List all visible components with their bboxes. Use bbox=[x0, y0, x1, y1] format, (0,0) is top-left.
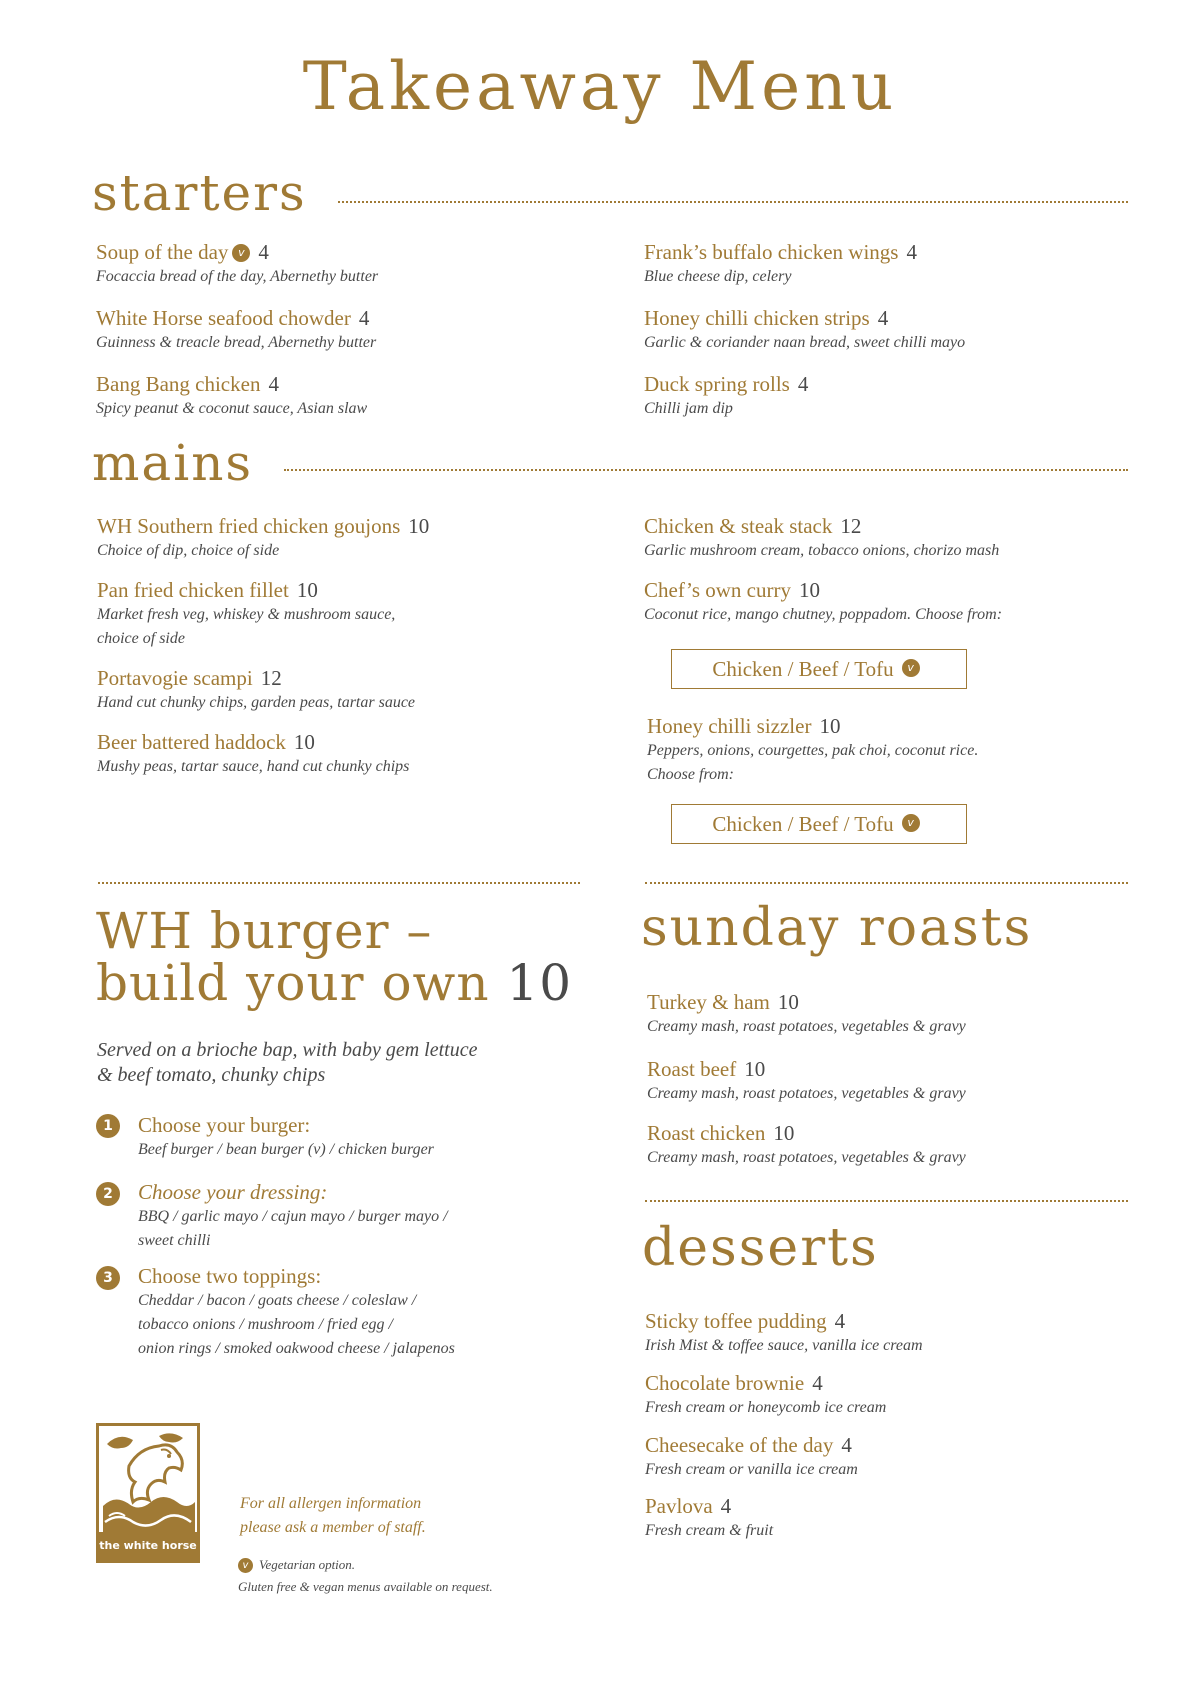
menu-item bbox=[647, 1120, 966, 1170]
step-line: Cheddar / bacon / goats cheese / coleslaw / bbox=[138, 1292, 417, 1309]
vegetarian-icon: v bbox=[902, 659, 920, 677]
item-name: Pan fried chicken fillet bbox=[97, 578, 289, 602]
menu-item bbox=[644, 577, 1002, 627]
burger-title-text: build your own bbox=[96, 954, 490, 1012]
item-name: Sticky toffee pudding bbox=[645, 1309, 827, 1333]
burger-divider bbox=[98, 882, 580, 884]
step-number: 1 bbox=[96, 1114, 120, 1138]
item-description: Creamy mash, roast potatoes, vegetables & gravy bbox=[647, 1085, 966, 1102]
item-name: Roast beef bbox=[647, 1057, 737, 1081]
step-title: Choose your burger: bbox=[138, 1113, 311, 1137]
choice-text: Chicken / Beef / Tofu bbox=[712, 811, 894, 836]
item-name: Honey chilli sizzler bbox=[647, 714, 812, 738]
roasts-divider bbox=[645, 882, 1128, 884]
menu-item bbox=[96, 371, 367, 421]
logo-label: the white horse bbox=[99, 1532, 197, 1560]
item-description: Choose from: bbox=[647, 766, 734, 783]
item-description: Choice of dip, choice of side bbox=[97, 542, 280, 559]
item-name: Cheesecake of the day bbox=[645, 1433, 834, 1457]
white-horse-logo bbox=[96, 1423, 200, 1563]
item-price: 4 bbox=[358, 306, 370, 330]
menu-item bbox=[647, 713, 978, 787]
horse-icon bbox=[99, 1426, 197, 1536]
item-description: Garlic mushroom cream, tobacco onions, chorizo mash bbox=[644, 542, 1000, 559]
item-description: Market fresh veg, whiskey & mushroom sauce, bbox=[97, 606, 396, 623]
item-price: 4 bbox=[258, 240, 269, 264]
step-number: 3 bbox=[96, 1266, 120, 1290]
item-price: 4 bbox=[841, 1433, 852, 1457]
item-price: 10 bbox=[296, 578, 318, 602]
item-price: 4 bbox=[797, 372, 809, 396]
step-line: BBQ / garlic mayo / cajun mayo / burger mayo / bbox=[138, 1208, 448, 1225]
item-description: Spicy peanut & coconut sauce, Asian slaw bbox=[96, 400, 368, 417]
item-name: Portavogie scampi bbox=[97, 666, 253, 690]
item-name: WH Southern fried chicken goujons bbox=[97, 514, 401, 538]
item-name: Honey chilli chicken strips bbox=[644, 306, 870, 330]
vegetarian-icon: v bbox=[902, 814, 920, 832]
item-description: Irish Mist & toffee sauce, vanilla ice cream bbox=[645, 1337, 923, 1354]
menu-item bbox=[96, 305, 376, 355]
mains-heading: mains bbox=[92, 434, 254, 492]
menu-item bbox=[647, 989, 966, 1039]
item-name: Roast chicken bbox=[647, 1121, 766, 1145]
item-price: 4 bbox=[906, 240, 917, 264]
menu-item bbox=[96, 239, 378, 289]
item-price: 10 bbox=[777, 990, 799, 1014]
burger-title-line2 bbox=[96, 954, 573, 1012]
burger-price: 10 bbox=[506, 954, 573, 1012]
item-description: Focaccia bread of the day, Abernethy butter bbox=[96, 268, 379, 285]
menu-item bbox=[645, 1432, 858, 1482]
burger-step bbox=[138, 1179, 448, 1253]
allergen-line2: please ask a member of staff. bbox=[240, 1519, 426, 1536]
item-price: 12 bbox=[260, 666, 282, 690]
item-name: Chef’s own curry bbox=[644, 578, 791, 602]
vegetarian-icon: v bbox=[238, 1558, 253, 1573]
item-name: White Horse seafood chowder bbox=[96, 306, 351, 330]
burger-intro-line2: & beef tomato, chunky chips bbox=[97, 1064, 326, 1086]
step-line: onion rings / smoked oakwood cheese / jalapenos bbox=[138, 1340, 455, 1357]
item-description: Creamy mash, roast potatoes, vegetables & gravy bbox=[647, 1149, 966, 1166]
item-price: 10 bbox=[798, 578, 820, 602]
item-description: choice of side bbox=[97, 630, 185, 647]
menu-item bbox=[644, 513, 999, 563]
menu-item bbox=[645, 1493, 773, 1543]
menu-item bbox=[97, 665, 415, 715]
mains-divider bbox=[284, 469, 1128, 471]
step-title: Choose your dressing: bbox=[138, 1180, 328, 1204]
menu-item bbox=[644, 371, 808, 421]
menu-item bbox=[647, 1056, 966, 1106]
menu-item bbox=[644, 305, 965, 355]
step-line: sweet chilli bbox=[138, 1232, 211, 1249]
item-price: 10 bbox=[744, 1057, 766, 1081]
menu-item bbox=[97, 729, 409, 779]
item-description: Fresh cream & fruit bbox=[645, 1522, 774, 1539]
item-price: 10 bbox=[293, 730, 315, 754]
menu-item bbox=[97, 513, 429, 563]
item-description: Peppers, onions, courgettes, pak choi, coconut rice. bbox=[647, 742, 979, 759]
item-name: Chicken & steak stack bbox=[644, 514, 833, 538]
burger-step bbox=[138, 1112, 434, 1162]
item-name: Frank’s buffalo chicken wings bbox=[644, 240, 899, 264]
item-name: Chocolate brownie bbox=[645, 1371, 805, 1395]
step-title: Choose two toppings: bbox=[138, 1264, 322, 1288]
gluten-free-footnote: Gluten free & vegan menus available on request. bbox=[238, 1579, 493, 1594]
item-description: Blue cheese dip, celery bbox=[644, 268, 792, 285]
item-name: Soup of the day bbox=[96, 240, 229, 264]
item-description: Guinness & treacle bread, Abernethy butter bbox=[96, 334, 377, 351]
item-price: 4 bbox=[812, 1371, 823, 1395]
item-price: 10 bbox=[819, 714, 841, 738]
item-description: Fresh cream or vanilla ice cream bbox=[645, 1461, 858, 1478]
item-price: 4 bbox=[834, 1309, 846, 1333]
choice-text: Chicken / Beef / Tofu bbox=[712, 656, 894, 681]
item-name: Pavlova bbox=[645, 1494, 713, 1518]
burger-intro-line1: Served on a brioche bap, with baby gem lettuce bbox=[97, 1039, 478, 1061]
sunday-roasts-heading: sunday roasts bbox=[641, 898, 1033, 958]
item-price: 10 bbox=[408, 514, 430, 538]
burger-step bbox=[138, 1263, 455, 1361]
item-description: Chilli jam dip bbox=[644, 400, 733, 417]
veg-footnote bbox=[238, 1555, 355, 1575]
item-description: Coconut rice, mango chutney, poppadom. Choose from: bbox=[644, 606, 1003, 623]
item-price: 10 bbox=[773, 1121, 795, 1145]
starters-divider bbox=[338, 201, 1128, 203]
vegetarian-icon: v bbox=[232, 244, 250, 262]
menu-item bbox=[97, 577, 395, 651]
item-price: 4 bbox=[720, 1494, 732, 1518]
menu-item bbox=[645, 1308, 923, 1358]
item-description: Mushy peas, tartar sauce, hand cut chunky chips bbox=[97, 758, 410, 775]
item-name: Beer battered haddock bbox=[97, 730, 286, 754]
menu-item bbox=[644, 239, 917, 289]
step-number: 2 bbox=[96, 1182, 120, 1206]
step-line: tobacco onions / mushroom / fried egg / bbox=[138, 1316, 393, 1333]
item-description: Fresh cream or honeycomb ice cream bbox=[645, 1399, 887, 1416]
menu-item bbox=[645, 1370, 886, 1420]
item-description: Creamy mash, roast potatoes, vegetables & gravy bbox=[647, 1018, 966, 1035]
item-description: Hand cut chunky chips, garden peas, tartar sauce bbox=[97, 694, 416, 711]
choice-box bbox=[671, 649, 967, 689]
choice-box bbox=[671, 804, 967, 844]
desserts-heading: desserts bbox=[642, 1218, 879, 1278]
desserts-divider bbox=[645, 1200, 1128, 1202]
step-line: Beef burger / bean burger (v) / chicken burger bbox=[138, 1141, 434, 1158]
item-price: 4 bbox=[877, 306, 889, 330]
item-price: 12 bbox=[840, 514, 862, 538]
page-title: Takeaway Menu bbox=[302, 48, 898, 125]
item-price: 4 bbox=[268, 372, 279, 396]
starters-heading: starters bbox=[92, 164, 307, 222]
allergen-line1: For all allergen information bbox=[240, 1495, 422, 1512]
veg-footnote-text: Vegetarian option. bbox=[259, 1557, 356, 1572]
burger-title-line1: WH burger – bbox=[96, 902, 433, 960]
item-name: Turkey & ham bbox=[647, 990, 770, 1014]
item-name: Duck spring rolls bbox=[644, 372, 790, 396]
item-name: Bang Bang chicken bbox=[96, 372, 261, 396]
item-description: Garlic & coriander naan bread, sweet chilli mayo bbox=[644, 334, 966, 351]
